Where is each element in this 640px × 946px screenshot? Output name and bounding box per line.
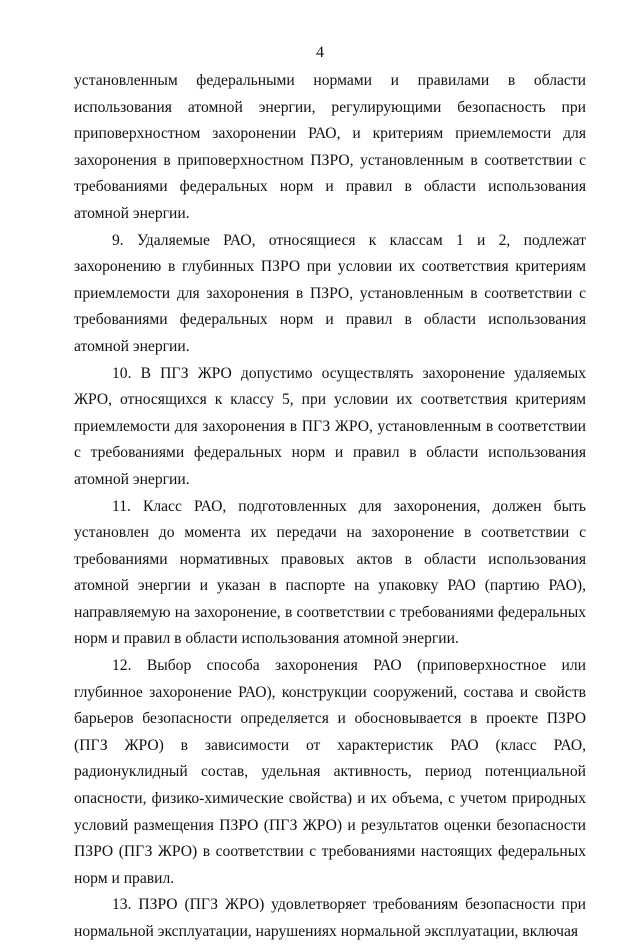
paragraph-13: 13. ПЗРО (ПГЗ ЖРО) удовлетворяет требованиям безопасности при нормальной эксплуатации, нарушениях нормальной эксплуатации, включая xyxy=(74,896,586,940)
paragraph-12: 12. Выбор способа захоронения РАО (приповерхностное или глубинное захоронение РАО), конструкции сооружений, состава и свойств барьеров безопасности определяется и обосновывается в проекте ПЗРО (ПГЗ ЖРО) в зависимости от характеристик РАО (класс РАО, радионуклидный состав, удельная активность, период потенциальной опасности, физико-химические свойства) и их объема, с учетом природных условий размещения ПЗРО (ПГЗ ЖРО) и результатов оценки безопасности ПЗРО (ПГЗ ЖРО) в соответствии с требованиями настоящих федеральных норм и правил. xyxy=(74,657,586,887)
paragraph-11: 11. Класс РАО, подготовленных для захоронения, должен быть установлен до момента их передачи на захоронение в соответствии с требованиями нормативных правовых актов в области использования атомной энергии и указан в паспорте на упаковку РАО (партию РАО), направляемую на захоронение, в соответствии с требованиями федеральных норм и правил в области использования атомной энергии. xyxy=(74,497,586,648)
document-body xyxy=(74,68,586,946)
paragraph-9: 9. Удаляемые РАО, относящиеся к классам 1 и 2, подлежат захоронению в глубинных ПЗРО при условии их соответствия критериям приемлемости для захоронения в ПЗРО, установленным в соответствии с требованиями федеральных норм и правил в области использования атомной энергии. xyxy=(74,231,586,355)
page-number: 4 xyxy=(316,44,324,61)
paragraph-10: 10. В ПГЗ ЖРО допустимо осуществлять захоронение удаляемых ЖРО, относящихся к классу 5, при условии их соответствия критериям приемлемости для захоронения в ПГЗ ЖРО, установленным в соответствии с требованиями федеральных норм и правил в области использования атомной энергии. xyxy=(74,364,586,488)
paragraph-continuation: установленным федеральными нормами и правилами в области использования атомной энергии, регулирующими безопасность при приповерхностном захоронении РАО, и критериям приемлемости для захоронения в приповерхностном ПЗРО, установленным в соответствии с требованиями федеральных норм и правил в области использования атомной энергии. xyxy=(74,72,586,222)
